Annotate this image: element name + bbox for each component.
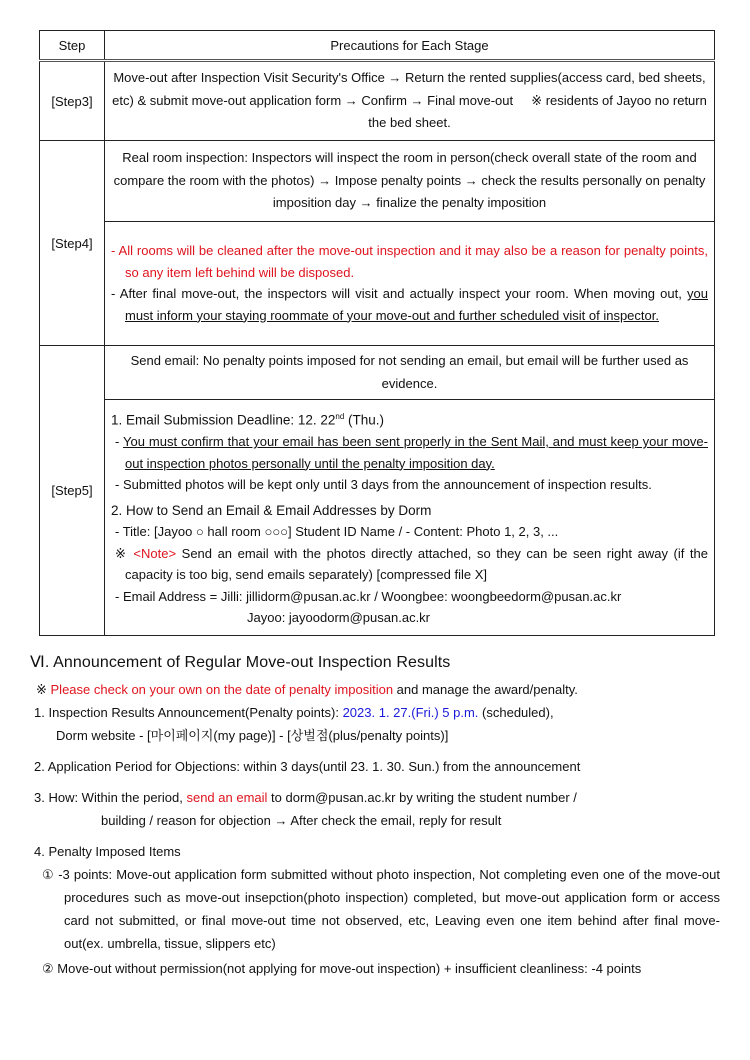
step3-text: Move-out after Inspection Visit Security's Office → Return the rented supplies(access card, bed sheets, etc) & submit move-out application form → Confirm → Final move-out xyxy=(112,70,706,108)
step5-summary: Send email: No penalty points imposed for not sending an email, but email will be further used as evidence. xyxy=(105,346,715,400)
item-1 xyxy=(30,701,720,724)
note-label: <Note> xyxy=(133,545,177,561)
step5-label: [Step5] xyxy=(40,346,105,636)
item-4-title: 4. Penalty Imposed Items xyxy=(34,844,181,859)
deadline-sup: nd xyxy=(335,412,345,421)
item1-rest: (scheduled), xyxy=(478,705,554,720)
item3-rest: to dorm@pusan.ac.kr by writing the student number / xyxy=(267,790,577,805)
item3-red: send an email xyxy=(186,790,268,805)
note-text: Send an email with the photos directly attached, so they can be seen right away (if the capacity is too big, send emails separately) [compressed file X] xyxy=(125,545,708,582)
step4-summary: Real room inspection: Inspectors will inspect the room in person(check overall state of the room and compare the room with the photos) → Impose penalty points → check the results personally on penalty imposition day → finalize the penalty imposition xyxy=(105,141,715,222)
step4-visit-underlined: you must inform your staying roommate of your move-out and further scheduled visit of inspector. xyxy=(125,286,708,323)
item-2: 2. Application Period for Objections: within 3 days(until 23. 1. 30. Sun.) from the announcement xyxy=(34,759,581,774)
confirm-line: - You must confirm that your email has been sent properly in the Sent Mail, and must keep your move-out inspection photos personally until the penalty imposition day. xyxy=(115,434,708,471)
step3-label: [Step3] xyxy=(40,61,105,141)
item1-label: 1. Inspection Results Announcement(Penalty points): xyxy=(34,705,343,720)
item1-path: Dorm website - [마이페이지(my page)] - [상벌점(plus/penalty points)] xyxy=(56,728,449,743)
photos-kept: - Submitted photos will be kept only until 3 days from the announcement of inspection results. xyxy=(115,477,652,492)
table-row-step4 xyxy=(40,141,715,222)
notice-rest: and manage the award/penalty. xyxy=(393,682,578,697)
step3-content xyxy=(105,61,715,141)
section-6 xyxy=(30,652,720,980)
note-mark: ※ xyxy=(115,545,134,561)
penalty-item-1: ① -3 points: Move-out application form submitted without photo inspection, Not completing even one of the move-out procedures such as move-out insepction(photo inspection) completed, but move-out application form or access card not submitted, or final move-out time not observed, etc, Leaving even one item behind after final move-out(ex. umbrella, tissue, slippers etc) xyxy=(42,867,720,951)
precautions-table xyxy=(39,30,715,636)
item1-date: 2023. 1. 27.(Fri.) 5 p.m. xyxy=(342,705,479,720)
notice-mark: ※ xyxy=(36,682,51,697)
title-format: - Title: [Jayoo ○ hall room ○○○] Student ID Name / - Content: Photo 1, 2, 3, ... xyxy=(115,524,559,539)
step4-warning: - All rooms will be cleaned after the move-out inspection and it may also be a reason for penalty points, so any item left behind will be disposed. xyxy=(111,243,708,280)
step4-label: [Step4] xyxy=(40,141,105,346)
header-precautions: Precautions for Each Stage xyxy=(105,31,715,61)
header-step: Step xyxy=(40,31,105,61)
notice-line xyxy=(30,678,720,701)
deadline-day: (Thu.) xyxy=(344,412,385,428)
deadline-title xyxy=(111,406,708,431)
confirm-underlined: You must confirm that your email has been sent properly in the Sent Mail, and must keep your move-out inspection photos personally until the penalty imposition day. xyxy=(123,434,708,471)
step4-details xyxy=(105,222,715,346)
step4-visit-text: - After final move-out, the inspectors will visit and actually inspect your room. When moving out, xyxy=(111,286,688,301)
step4-visit xyxy=(111,283,708,326)
item-3 xyxy=(30,786,720,809)
notice-red: Please check on your own on the date of penalty imposition xyxy=(50,682,394,697)
table-header-row xyxy=(40,31,715,61)
item3-line2: building / reason for objection → After check the email, reply for result xyxy=(101,813,502,828)
addresses-line2: Jayoo: jayoodorm@pusan.ac.kr xyxy=(247,610,431,625)
addresses-line1: - Email Address = Jilli: jillidorm@pusan.ac.kr / Woongbee: woongbeedorm@pusan.ac.kr xyxy=(115,588,622,604)
howto-title: 2. How to Send an Email & Email Addresses by Dorm xyxy=(111,502,432,518)
section-title: Ⅵ. Announcement of Regular Move-out Inspection Results xyxy=(30,654,451,671)
table-row-step5-details xyxy=(40,400,715,636)
item3-prefix: 3. How: Within the period, xyxy=(34,790,187,805)
penalty-item-2: ② Move-out without permission(not applying for move-out inspection) + insufficient cleanliness: -4 points xyxy=(42,961,642,976)
table-row-step3 xyxy=(40,61,715,141)
table-row-step5 xyxy=(40,346,715,400)
note-line xyxy=(111,543,708,586)
step5-details xyxy=(105,400,715,636)
step3-note: ※ residents of Jayoo no return the bed sheet. xyxy=(368,92,707,131)
table-row-step4-details xyxy=(40,222,715,346)
deadline-text: 1. Email Submission Deadline: 12. 22 xyxy=(111,412,336,428)
